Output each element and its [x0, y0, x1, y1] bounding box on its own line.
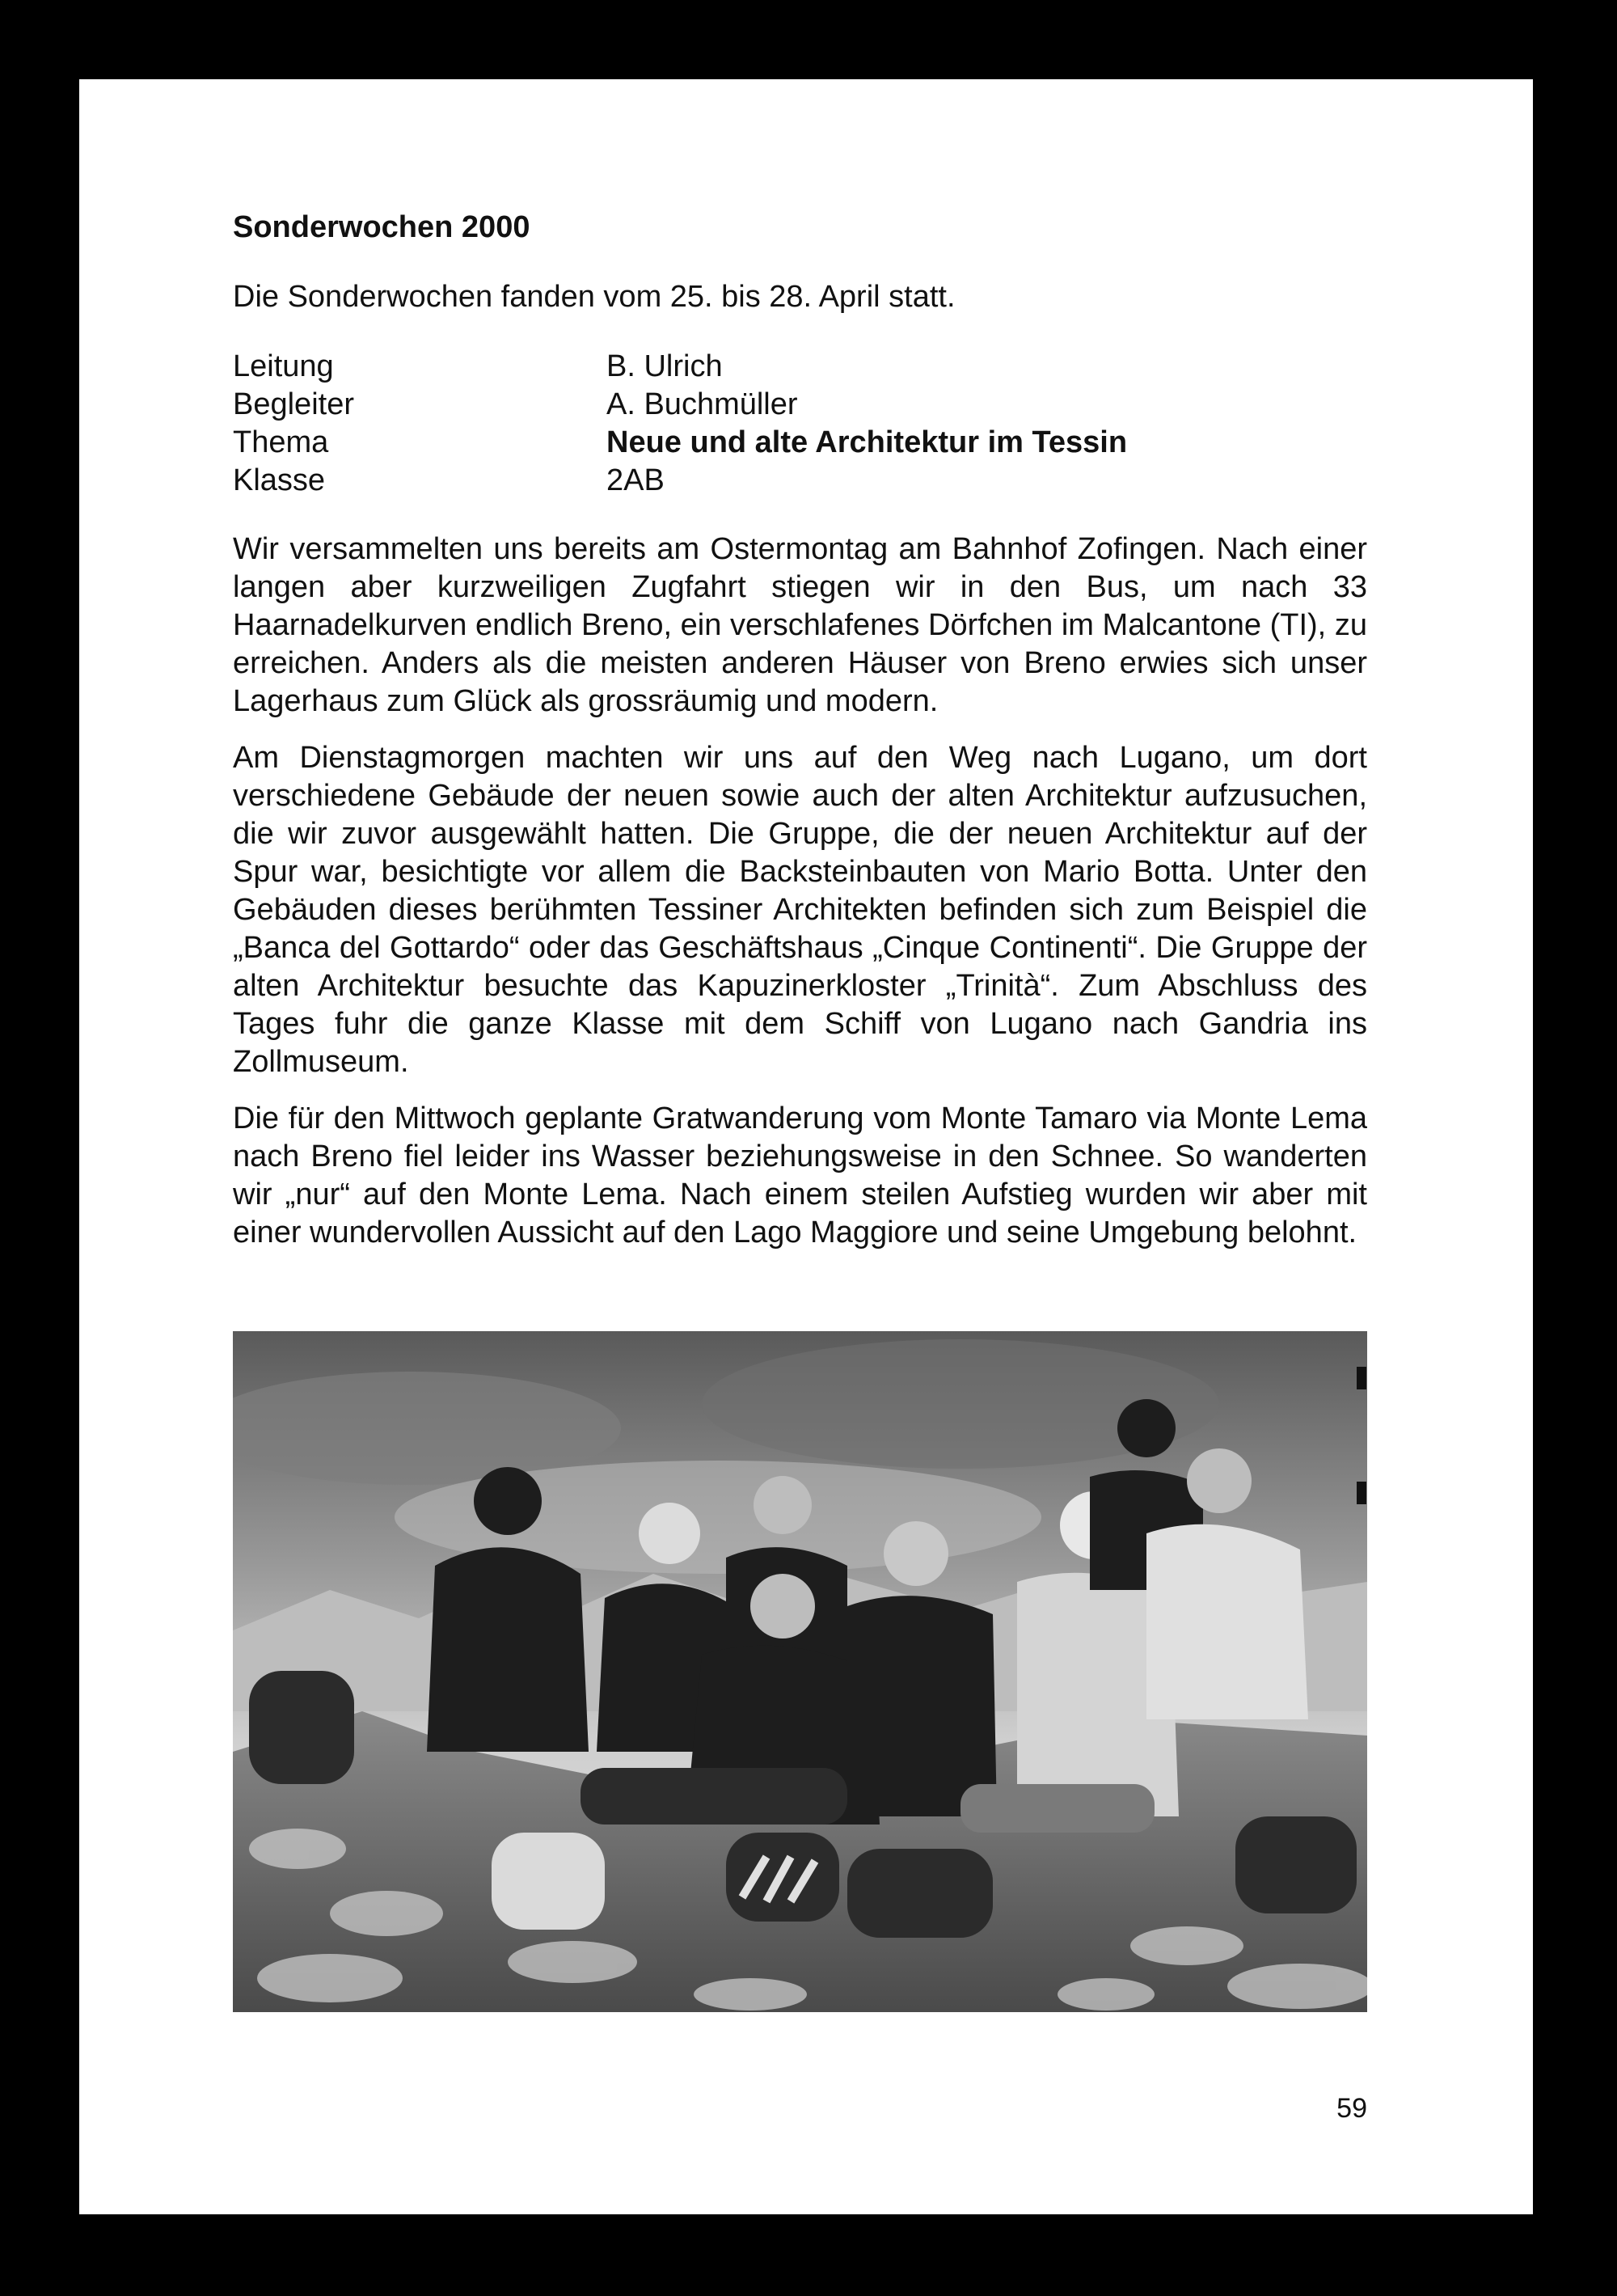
- meta-value: Neue und alte Architektur im Tessin: [606, 425, 1128, 459]
- paragraph-1: Wir versammelten uns bereits am Ostermontag am Bahnhof Zofingen. Nach einer langen aber kurzweiligen Zugfahrt stiegen wir in den Bus, um nach 33 Haarnadelkurven endlich Breno, ein verschlafenes Dörfchen im Malcantone (TI), zu erreichen. Anders als die meisten anderen Häuser von Breno erwies sich unser Lagerhaus zum Glück als grossräumig und modern.: [233, 532, 1367, 718]
- text-block: [233, 209, 1367, 1252]
- edge-mark: [1357, 1367, 1366, 1389]
- meta-row-leitung: [233, 348, 1367, 386]
- meta-table: [233, 348, 1367, 500]
- intro-text: Die Sonderwochen fanden vom 25. bis 28. April statt.: [233, 280, 956, 314]
- page-heading: Sonderwochen 2000: [233, 210, 530, 244]
- document-page: [79, 79, 1533, 2214]
- page-number: 59: [1336, 2093, 1367, 2124]
- meta-value: B. Ulrich: [606, 349, 723, 383]
- meta-key: Begleiter: [233, 387, 354, 421]
- meta-row-begleiter: [233, 386, 1367, 424]
- group-photo-image: [233, 1331, 1367, 2012]
- meta-row-thema: [233, 424, 1367, 462]
- meta-value: A. Buchmüller: [606, 387, 798, 421]
- meta-row-klasse: [233, 462, 1367, 500]
- meta-key: Klasse: [233, 463, 326, 497]
- paragraph-2: Am Dienstagmorgen machten wir uns auf den Weg nach Lugano, um dort verschiedene Gebäude der neuen sowie auch der alten Architektur aufzusuchen, die wir zuvor ausgewählt hatten. Die Gruppe, die der neuen Architektur auf der Spur war, besichtigte vor allem die Backsteinbauten von Mario Botta. Unter den Gebäuden dieses berühmten Tessiner Architekten befinden sich zum Beispiel die „Banca del Gottardo“ oder das Geschäftshaus „Cinque Continenti“. Die Gruppe der alten Architektur besuchte das Kapuzinerkloster „Trinità“. Zum Abschluss des Tages fuhr die ganze Klasse mit dem Schiff von Lugano nach Gandria ins Zollmuseum.: [233, 741, 1367, 1079]
- meta-key: Leitung: [233, 349, 334, 383]
- paragraph-3: Die für den Mittwoch geplante Gratwanderung vom Monte Tamaro via Monte Lema nach Breno fiel leider ins Wasser beziehungsweise in den Schnee. So wanderten wir „nur“ auf den Monte Lema. Nach einem steilen Aufstieg wurden wir aber mit einer wundervollen Aussicht auf den Lago Maggiore und seine Umgebung belohnt.: [233, 1101, 1367, 1249]
- meta-key: Thema: [233, 425, 329, 459]
- group-photo: [233, 1331, 1367, 2012]
- meta-value: 2AB: [606, 463, 665, 497]
- edge-mark: [1357, 1482, 1366, 1504]
